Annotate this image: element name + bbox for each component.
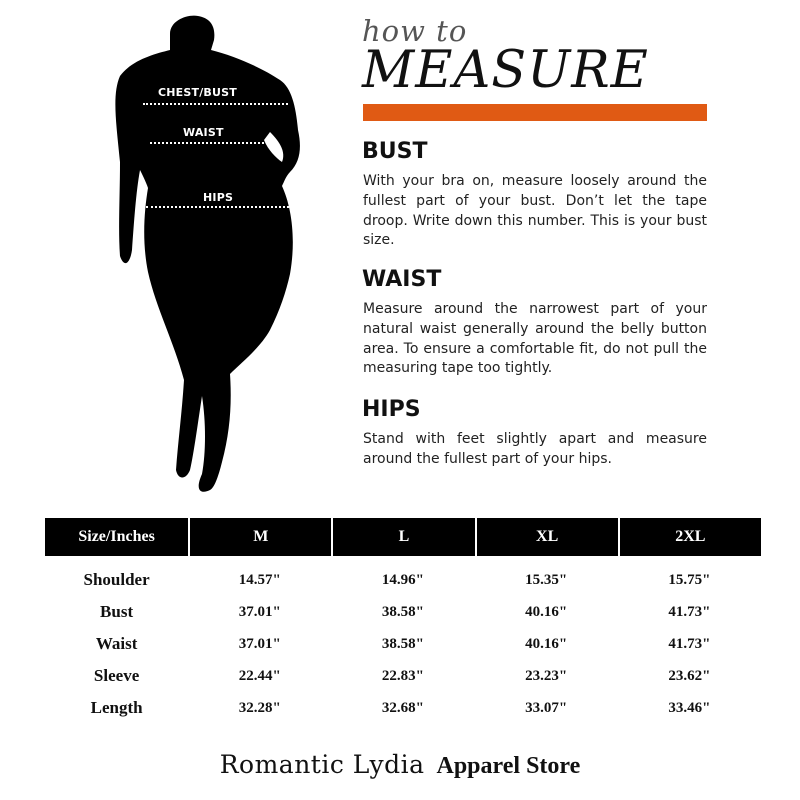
- table-row-bust: [45, 596, 761, 628]
- table-cell: 32.28": [238, 699, 281, 716]
- brand-name: Romantic Lydia: [219, 750, 425, 779]
- chest-measure-line: [143, 103, 288, 105]
- store-brand: [0, 750, 800, 780]
- waist-measure-line: [150, 142, 272, 144]
- table-header-row: [45, 518, 761, 556]
- table-cell: 40.16": [525, 635, 568, 652]
- table-cell: 37.01": [238, 635, 281, 652]
- table-cell: 14.96": [381, 571, 424, 588]
- header-size-m: M: [188, 518, 331, 556]
- header-size-l: L: [331, 518, 474, 556]
- table-cell: 33.07": [525, 699, 568, 716]
- hips-instructions: Stand with feet slightly apart and measure around the fullest part of your hips.: [363, 431, 707, 467]
- table-row-sleeve: [45, 660, 761, 692]
- brand-suffix: Apparel Store: [436, 753, 581, 779]
- bust-instructions: With your bra on, measure loosely around the fullest part of your bust. Don’t let the tape droop. Write down this number. This is your bust size.: [363, 173, 707, 249]
- table-cell: 22.83": [381, 667, 424, 684]
- row-label: Sleeve: [93, 666, 140, 685]
- hips-title: HIPS: [362, 397, 421, 422]
- table-row-waist: [45, 628, 761, 660]
- row-label: Length: [90, 698, 143, 717]
- table-cell: 14.57": [238, 571, 281, 588]
- table-cell: 32.68": [381, 699, 424, 716]
- how-to-heading: how to: [362, 14, 468, 48]
- waist-instructions: Measure around the narrowest part of your natural waist generally around the belly button area. To ensure a comfortable fit, do not pull the measuring tape too tightly.: [363, 301, 707, 377]
- table-cell: 37.01": [238, 603, 281, 620]
- table-cell: 23.23": [525, 667, 568, 684]
- waist-label: WAIST: [183, 126, 224, 139]
- bust-title: BUST: [362, 139, 428, 164]
- table-cell: 22.44": [238, 667, 281, 684]
- row-label: Shoulder: [83, 570, 150, 589]
- table-cell: 38.58": [381, 603, 424, 620]
- measure-title: MEASURE: [362, 41, 649, 100]
- table-cell: 15.35": [525, 571, 568, 588]
- chest-bust-label: CHEST/BUST: [158, 86, 237, 99]
- table-cell: 23.62": [668, 667, 711, 684]
- table-cell: 15.75": [668, 571, 711, 588]
- header-size-xl: XL: [475, 518, 618, 556]
- table-row-length: [45, 692, 761, 724]
- header-size-2xl: 2XL: [618, 518, 761, 556]
- table-cell: 40.16": [525, 603, 568, 620]
- header-size-inches: Size/Inches: [45, 518, 188, 556]
- row-label: Waist: [95, 634, 138, 653]
- waist-title: WAIST: [362, 267, 442, 292]
- table-row-shoulder: [45, 556, 761, 596]
- table-cell: 33.46": [668, 699, 711, 716]
- size-chart-table: [45, 518, 761, 724]
- table-cell: 41.73": [668, 603, 711, 620]
- table-cell: 41.73": [668, 635, 711, 652]
- hips-label: HIPS: [203, 191, 234, 204]
- accent-bar: [363, 104, 707, 121]
- hips-measure-line: [146, 206, 289, 208]
- table-cell: 38.58": [381, 635, 424, 652]
- row-label: Bust: [100, 602, 134, 621]
